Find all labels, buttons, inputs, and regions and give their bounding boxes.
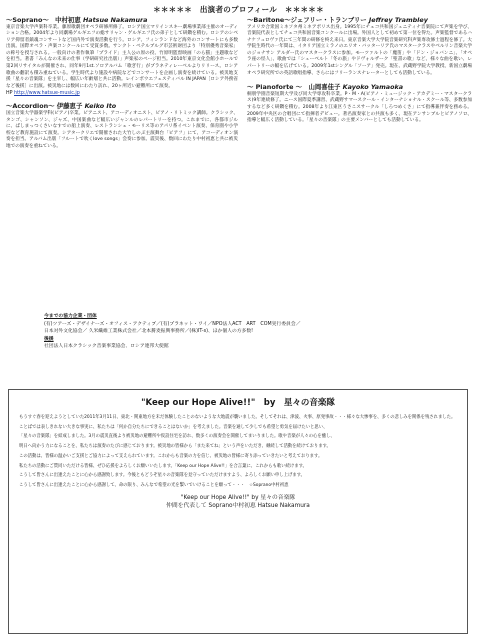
sponsor-line: 社団法人日本クラシック音楽事業協会、ロシア連邦大使館 xyxy=(44,344,169,350)
soprano-homepage xyxy=(6,91,238,96)
left-column xyxy=(6,16,238,157)
baritone-bio: アメリカ合衆国ミネソタ州ミネアポリス出身。1995年にチェコ共和国ジュニティナ音楽院にて声楽を学び、音楽院代表としてチェコ共和国音楽コンクールに出場。外国人として初めて第一位を得た。声楽監督であるハナケフュロヴァ氏にて三年間の研修を終え来日。東京音楽大学大学院音楽研究科声楽専攻修士過程を修了。大学院生時代の一年間は、イタリア国立ミラノのエリオ・バッターリア氏のマスタークラスやベルリン音楽大学のジョナサン アルダー氏のマスタークラスに参加。モーツァルトの「魔笛」や「ドン・ジョバンニ」、「オペラ座の怪人」、歌曲では「シューベルト「冬の旅」やドヴォルザーク「聖書の歌」など、様々な曲を歌い、レパートリーの幅を広げている。2009年1stシングル「ソーア」発売。現在、武蔵野学院大学教授、新国立劇場オペラ研究所での英語歌唱指導、さらにはフリーランスナレーターとしても活動している。 xyxy=(247,24,472,76)
message-box xyxy=(8,389,468,634)
footer-title: "Keep our Hope Alive!!" by 星々の音楽隊 xyxy=(180,494,296,501)
right-column xyxy=(247,16,472,131)
message-paragraph: ことばでは表しきれない大きな事実に、私たちは「何か自分たちにできることはないか」を考えました。音楽を通して少しでも希望と勇気を届けたいと思い、 xyxy=(19,424,328,430)
pianoforte-bio: 桐朋学園音楽短期大学及び同大学専攻科卒業。P・M・A(ピアノ・ミュージック・アカデミー・マスタークラス)9年連続修了。ニース国際夏季講習、武蔵野サマースクール・インターナショナル・スクール等、多数参加するなど多く研鑽を積む。2008年より江東区うさこスサークル「しろつめくさ」にて指導兼伴奏を務める。2009年中央区の合唱団にて指揮者デビュー。著名演奏家との共演も多く、現在アンサンブルとピアノソロ、指導と幅広く活動している。「星々の音楽隊」の主要メンバーとしても活動している。 xyxy=(247,91,472,124)
supporters-line-2: 日本対外文化協会／ 久米繊維工業株式会社／北本蕎麦振興事務所／(株)IT-s)、ほか個人の方多数! xyxy=(44,329,254,335)
hp-label: HP xyxy=(6,91,13,97)
homepage-link[interactable]: http://www.hatsue-music.jp xyxy=(14,91,80,97)
pianoforte-name-latin: Kayoko Yamaoka xyxy=(342,83,404,92)
message-body xyxy=(9,413,467,491)
message-footer xyxy=(9,494,467,511)
sponsor-label: 後援 xyxy=(44,336,54,342)
message-paragraph: この活動は、皆様の温かいご支援とご協力によって支えられています。これからも音楽の力を信じ、被災地の皆様に寄り添っていきたいと考えております。 xyxy=(19,453,323,459)
soprano-bio: 東京音楽大学声楽科卒業。藤原歌劇団オペラ研修所修了。ロシア国立マリインスキー劇場事業部主催のオーディション合格。2004年より同劇場ゲルギエフの総サリャン・ゲルギエフ氏の弟子として研鑽を積む。ロシアのシベリア抑留者鎮魂コンサートなど国内外で演奏活動を行う。ロシア、フィンランドなど海外のコンサートにも多数出演。国際オペラ・声楽コンクールにて受賞多数。サンクト・ペテルブルグ市芸術財団より「特別優秀音楽家」の称号を授与される。一般向けの著作執筆「プライド」主人公の原の役、竹原明監督映画「のら猫」主題歌などを担当。著書「みんなの未来の仕事（学研研究社出版）」声楽家のページ担当。2010年東京文化会館小ホールで第2回リサイタルが開催され、同年9月1st.ソロアルバム「歌ぎ行」がプラネティレーベルよりリリース。ロシア歌曲の翻訳も積み重ねている。学生時代より施設や病院などでコンサートを企画し演奏を続けている。被災地支援「星々の音楽隊」を主宰し、幅広い年齢層と共に活動。レインボウエフェスティバル IN JAPAN［ロシア外務省など後援］に出演。被災地には数回にわたり訪れ、20ヶ所近い避難所にて演奏。 xyxy=(6,24,238,89)
message-paragraph: 「星々の音楽隊」を結成しました。3月の震災直後より被災地の避難所や仮設住宅を訪れ、数多くの演奏会を開催してまいりました。歌や音楽が人々の心を癒し、 xyxy=(19,434,335,440)
supporters-section xyxy=(44,313,444,351)
message-paragraph: 明日へ向かう力になることを、私たちは演奏のたびに感じております。被災地の皆様から「また来てね」という声をいただき、継続して活動を続けております。 xyxy=(19,444,331,450)
accordion-bio: 国立音楽大学器楽学科(ピアノ)卒業。ピアニスト、アコーディオニスト、ピアノ・リトミック講師。クラシック、タンゴ、シャンソン、ジャズ、中国楽曲など幅広いジャンルのレパートリーを持つ。これまでに、各都市ジルに、ぱしまっつくさいなすでの船上演奏、レストランシェ・モーリス等のアパリ系イベント演奏、保育園や小学校など教育施設にて演奏。シアタークリエで開催された大竹しのぶ主演舞台「ピアフ」にて、アコーディオン演奏を担当。アルバム出版「フルートで吹くlove songs」会奏に参加。震災後、数回にわたり中村初恵と共に被災地での演奏を重ねている。 xyxy=(6,110,238,149)
baritone-heading xyxy=(247,16,472,25)
baritone-name-latin: Jeffrey Trambley xyxy=(368,16,428,24)
soprano-name-latin: Hatsue Nakamura xyxy=(82,16,148,24)
accordion-name-latin: Keiko Ito xyxy=(84,102,117,111)
soprano-heading xyxy=(6,16,238,25)
soprano-heading-jp: ～Soprano～ 中村初恵 xyxy=(6,16,81,24)
message-paragraph: こうして皆さんに出逢えたことに心から感謝して、命の限り、みんなで希望の光を繋いでいけることを願って・・・ ☆Soprano中村初恵 xyxy=(19,482,289,488)
accordion-heading-jp: ～Accordion～ 伊藤恵子 xyxy=(6,102,83,111)
pianoforte-heading xyxy=(247,83,472,92)
supporters-line-1: (有)ツアーズ・デザイナーズ・オフィス・アクティブ／(有)プラネット・ワイ／NPO法人ACT ART COM実行委員会／ xyxy=(44,321,301,327)
page-title: ＊＊＊＊＊ 出演者のプロフィール ＊＊＊＊＊ xyxy=(153,5,324,14)
message-title: "Keep our Hope Alive!!" by 星々の音楽隊 xyxy=(141,398,335,408)
message-paragraph: 私たちの活動にご賛同いただける皆様、ぜひ応援をよろしくお願いいたします。「Keep our Hope Alive!!」を合言葉に、これからも歌い続けます。 xyxy=(19,463,307,469)
message-paragraph: こうして皆さんに出逢えたことに心から感謝致します。今後ともどうぞ星々の音楽隊を見守っていただけますよう、よろしくお願い申し上げます。 xyxy=(19,473,305,479)
supporters-label: 今までの協力企業・団体 xyxy=(44,314,97,319)
message-paragraph: もうすぐ春を迎えようとしていた2011年3月11日、東北・関東地方を未だ体験したことのないような大地震が襲いました。そしてそれは、津波、火事、原発事故・・・様々な大惨事を、多くの悲しみを関係を残されました。 xyxy=(19,415,456,420)
footer-signature: 仲間を代表して Soprano中村初恵 Hatsue Nakamura xyxy=(166,503,310,510)
accordion-heading xyxy=(6,102,238,111)
pianoforte-heading-jp: ～ Pianoforte ～ 山岡喜佳子 xyxy=(247,83,341,92)
baritone-heading-jp: ～Baritone～ジェフリー・トランブリー xyxy=(247,16,367,24)
